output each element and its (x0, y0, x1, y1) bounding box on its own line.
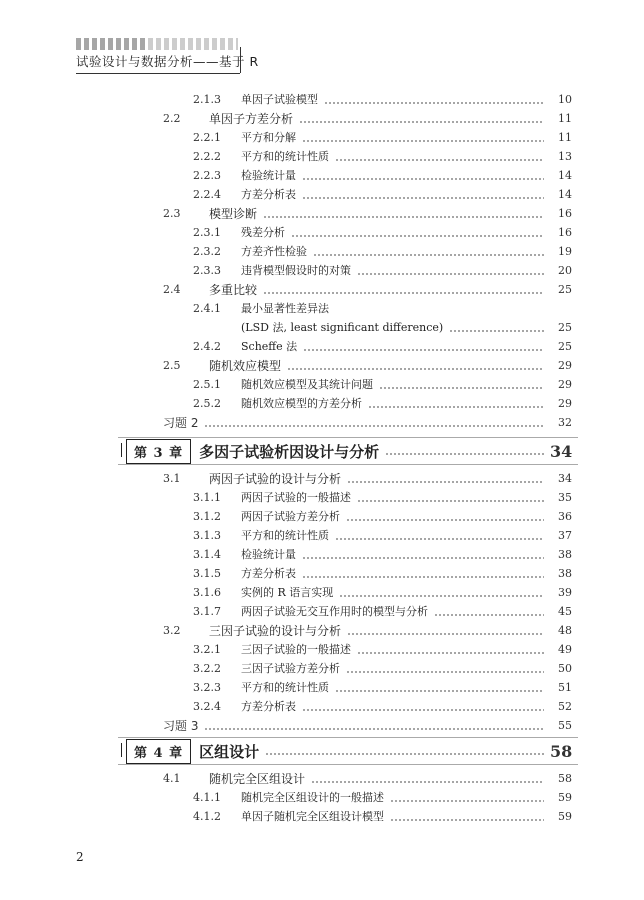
toc-entry[interactable] (0, 676, 572, 695)
toc-entry-page: 25 (558, 283, 572, 296)
toc-section-entry[interactable] (0, 467, 572, 486)
toc-entry-title: 随机效应模型 (209, 359, 282, 373)
toc-entry-title: 实例的 R 语言实现 (241, 586, 334, 599)
toc-entry-number: 3.1.3 (193, 529, 221, 542)
toc-entry[interactable] (0, 543, 572, 562)
toc-entry-number: 3.1.5 (193, 567, 221, 580)
chapter-label: 第 4 章 (126, 739, 191, 764)
toc-entry[interactable] (0, 145, 572, 164)
toc-chapter-entry[interactable] (126, 740, 572, 762)
header-dots-decoration-light (148, 38, 238, 50)
toc-entry-number: 2.5.1 (193, 378, 221, 391)
toc-entry-page: 35 (558, 491, 572, 504)
leader-dots (346, 519, 544, 521)
chapter-rule (118, 464, 578, 465)
toc-chapter-entry[interactable] (126, 440, 572, 462)
toc-entry-page: 29 (558, 359, 572, 372)
toc-entry-title: 随机完全区组设计 (209, 772, 306, 786)
toc-entry-number: 2.2.1 (193, 131, 221, 144)
toc-entry[interactable] (0, 297, 572, 316)
toc-entry-number: 3.2 (163, 624, 181, 637)
leader-dots (357, 500, 544, 502)
toc-entry-number: 3.1.2 (193, 510, 221, 523)
toc-entry[interactable] (0, 805, 572, 824)
toc-entry-number: 2.2 (163, 112, 181, 125)
toc-entry-page: 48 (558, 624, 572, 637)
toc-entry-title: 随机效应模型的方差分析 (241, 397, 362, 410)
leader-dots (263, 292, 544, 294)
leader-dots (313, 254, 544, 256)
toc-entry-title: 单因子试验模型 (241, 93, 318, 106)
toc-entry-number: 2.4 (163, 283, 181, 296)
toc-entry[interactable] (0, 562, 572, 581)
toc-entry-number: 2.1.3 (193, 93, 221, 106)
leader-dots (390, 819, 544, 821)
toc-entry-page: 29 (558, 397, 572, 410)
toc-entry-page: 39 (558, 586, 572, 599)
chapter-label: 第 3 章 (126, 439, 191, 464)
toc-entry[interactable] (0, 505, 572, 524)
toc-entry-number: 2.2.3 (193, 169, 221, 182)
toc-entry-page: 58 (558, 772, 572, 785)
toc-entry-title: 模型诊断 (209, 207, 258, 221)
leader-dots (434, 614, 544, 616)
toc-entry-title: 单因子方差分析 (209, 112, 294, 126)
toc-entry-number: 习题 2 (163, 416, 199, 430)
toc-entry-number: 习题 3 (163, 719, 199, 733)
toc-entry-title: Scheffe 法 (241, 340, 298, 353)
toc-entry-title: 平方和的统计性质 (241, 529, 329, 542)
leader-dots (357, 652, 544, 654)
toc-entry[interactable] (0, 695, 572, 714)
toc-entry[interactable] (0, 524, 572, 543)
leader-dots (302, 709, 544, 711)
toc-entry-number: 2.2.4 (193, 188, 221, 201)
leader-dots (385, 453, 544, 455)
toc-entry-page: 20 (558, 264, 572, 277)
toc-entry-number: 3.2.3 (193, 681, 221, 694)
toc-entry-page: 37 (558, 529, 572, 542)
leader-dots (302, 557, 544, 559)
toc-entry-page: 34 (558, 472, 572, 485)
toc-entry-page: 11 (558, 131, 572, 144)
toc-entry[interactable] (0, 164, 572, 183)
toc-entry[interactable] (0, 373, 572, 392)
toc-section-entry[interactable] (0, 619, 572, 638)
book-title: 试验设计与数据分析——基于 R (76, 54, 259, 69)
leader-dots (335, 690, 544, 692)
header-rule (76, 73, 240, 74)
toc-entry-page: 14 (558, 169, 572, 182)
toc-entry-continuation[interactable] (0, 316, 572, 335)
toc-entry[interactable] (0, 259, 572, 278)
toc-entry-title: 三因子试验方差分析 (241, 662, 340, 675)
leader-dots (346, 671, 544, 673)
toc-entry-page: 19 (558, 245, 572, 258)
toc-entry-title: 违背模型假设时的对策 (241, 264, 351, 277)
leader-dots (302, 197, 544, 199)
toc-entry-page: 50 (558, 662, 572, 675)
toc-entry-title: 方差分析表 (241, 700, 296, 713)
toc-entry-page: 25 (558, 321, 572, 334)
toc-entry-title: (LSD 法, least significant difference) (241, 321, 444, 334)
leader-dots (357, 273, 544, 275)
header-dots-decoration (76, 38, 148, 50)
toc-entry-number: 3.1.6 (193, 586, 221, 599)
toc-entry[interactable] (0, 786, 572, 805)
toc-entry-page: 38 (558, 548, 572, 561)
chapter-rule (118, 764, 578, 765)
toc-entry-page: 16 (558, 226, 572, 239)
toc-entry[interactable] (0, 335, 572, 354)
toc-entry-page: 10 (558, 93, 572, 106)
toc-entry-title: 随机效应模型及其统计问题 (241, 378, 373, 391)
leader-dots (324, 102, 544, 104)
toc-entry-page: 49 (558, 643, 572, 656)
leader-dots (287, 368, 544, 370)
toc-entry-number: 2.5 (163, 359, 181, 372)
toc-entry-page: 55 (558, 719, 572, 732)
toc-section-entry[interactable] (0, 767, 572, 786)
leader-dots (204, 728, 544, 730)
toc-entry-title: 平方和分解 (241, 131, 296, 144)
leader-dots (299, 121, 544, 123)
toc-entry-page: 58 (550, 741, 573, 761)
toc-entry[interactable] (0, 600, 572, 619)
toc-entry-page: 59 (558, 810, 572, 823)
leader-dots (311, 781, 544, 783)
toc-entry-title: 平方和的统计性质 (241, 150, 329, 163)
toc-entry-page: 45 (558, 605, 572, 618)
toc-entry[interactable] (0, 657, 572, 676)
header-rule-tick (240, 47, 241, 73)
toc-entry-title: 单因子随机完全区组设计模型 (241, 810, 384, 823)
toc-entry-title: 最小显著性差异法 (241, 302, 329, 315)
toc-entry-title: 残差分析 (241, 226, 285, 239)
toc-entry[interactable] (0, 486, 572, 505)
toc-entry-page: 34 (550, 441, 573, 461)
toc-entry-title: 两因子试验方差分析 (241, 510, 340, 523)
toc-entry-page: 32 (558, 416, 572, 429)
leader-dots (335, 159, 544, 161)
toc-entry-page: 16 (558, 207, 572, 220)
toc-entry-title: 方差分析表 (241, 188, 296, 201)
leader-dots (449, 330, 544, 332)
toc-entry-page: 25 (558, 340, 572, 353)
toc-entry-number: 3.2.1 (193, 643, 221, 656)
leader-dots (390, 800, 544, 802)
leader-dots (291, 235, 544, 237)
toc-entry-title: 多重比较 (209, 283, 258, 297)
toc-entry-page: 52 (558, 700, 572, 713)
leader-dots (379, 387, 544, 389)
toc-exercise-entry[interactable] (0, 411, 572, 430)
toc-entry[interactable] (0, 638, 572, 657)
leader-dots (368, 406, 544, 408)
toc-entry-page: 38 (558, 567, 572, 580)
toc-entry[interactable] (0, 183, 572, 202)
toc-entry-title: 检验统计量 (241, 548, 296, 561)
toc-section-entry[interactable] (0, 202, 572, 221)
page-number: 2 (76, 850, 84, 864)
toc-entry-number: 2.4.2 (193, 340, 221, 353)
toc-entry-page: 14 (558, 188, 572, 201)
toc-entry-title: 两因子试验的设计与分析 (209, 472, 342, 486)
toc-entry-number: 4.1.2 (193, 810, 221, 823)
toc-entry[interactable] (0, 392, 572, 411)
toc-entry-number: 3.1.7 (193, 605, 221, 618)
toc-entry-number: 2.5.2 (193, 397, 221, 410)
leader-dots (339, 595, 544, 597)
toc-entry[interactable] (0, 581, 572, 600)
toc-entry-title: 两因子试验的一般描述 (241, 491, 351, 504)
toc-entry-title: 检验统计量 (241, 169, 296, 182)
toc-entry-title: 三因子试验的设计与分析 (209, 624, 342, 638)
toc-entry-number: 2.2.2 (193, 150, 221, 163)
toc-entry-number: 3.2.4 (193, 700, 221, 713)
toc-entry-number: 3.2.2 (193, 662, 221, 675)
toc-entry-number: 2.3 (163, 207, 181, 220)
leader-dots (303, 349, 544, 351)
leader-dots (263, 216, 544, 218)
toc-entry-title: 三因子试验的一般描述 (241, 643, 351, 656)
toc-entry-page: 59 (558, 791, 572, 804)
toc-entry[interactable] (0, 88, 572, 107)
leader-dots (302, 178, 544, 180)
toc-entry-title: 平方和的统计性质 (241, 681, 329, 694)
toc-section-entry[interactable] (0, 278, 572, 297)
leader-dots (302, 140, 544, 142)
toc-entry-number: 2.4.1 (193, 302, 221, 315)
toc-entry-number: 4.1 (163, 772, 181, 785)
leader-dots (265, 753, 544, 755)
toc-entry-number: 2.3.2 (193, 245, 221, 258)
leader-dots (347, 481, 544, 483)
toc-entry-number: 2.3.3 (193, 264, 221, 277)
toc-entry-page: 11 (558, 112, 572, 125)
toc-entry[interactable] (0, 126, 572, 145)
toc-entry-title: 方差分析表 (241, 567, 296, 580)
toc-entry-title: 两因子试验无交互作用时的模型与分析 (241, 605, 428, 618)
leader-dots (204, 425, 544, 427)
chapter-title: 区组设计 (199, 742, 260, 761)
toc-entry-page: 29 (558, 378, 572, 391)
toc-entry-number: 3.1.1 (193, 491, 221, 504)
chapter-title: 多因子试验析因设计与分析 (199, 442, 380, 461)
toc-entry-page: 13 (558, 150, 572, 163)
toc-entry-number: 3.1.4 (193, 548, 221, 561)
toc-entry-number: 4.1.1 (193, 791, 221, 804)
toc-entry-number: 2.3.1 (193, 226, 221, 239)
leader-dots (347, 633, 544, 635)
toc-entry-page: 51 (558, 681, 572, 694)
leader-dots (335, 538, 544, 540)
toc-entry-title: 方差齐性检验 (241, 245, 307, 258)
toc-section-entry[interactable] (0, 107, 572, 126)
leader-dots (302, 576, 544, 578)
toc-exercise-entry[interactable] (0, 714, 572, 733)
toc-entry[interactable] (0, 221, 572, 240)
toc-entry-page: 36 (558, 510, 572, 523)
toc-section-entry[interactable] (0, 354, 572, 373)
toc-entry-title: 随机完全区组设计的一般描述 (241, 791, 384, 804)
toc-entry-number: 3.1 (163, 472, 181, 485)
toc-entry[interactable] (0, 240, 572, 259)
